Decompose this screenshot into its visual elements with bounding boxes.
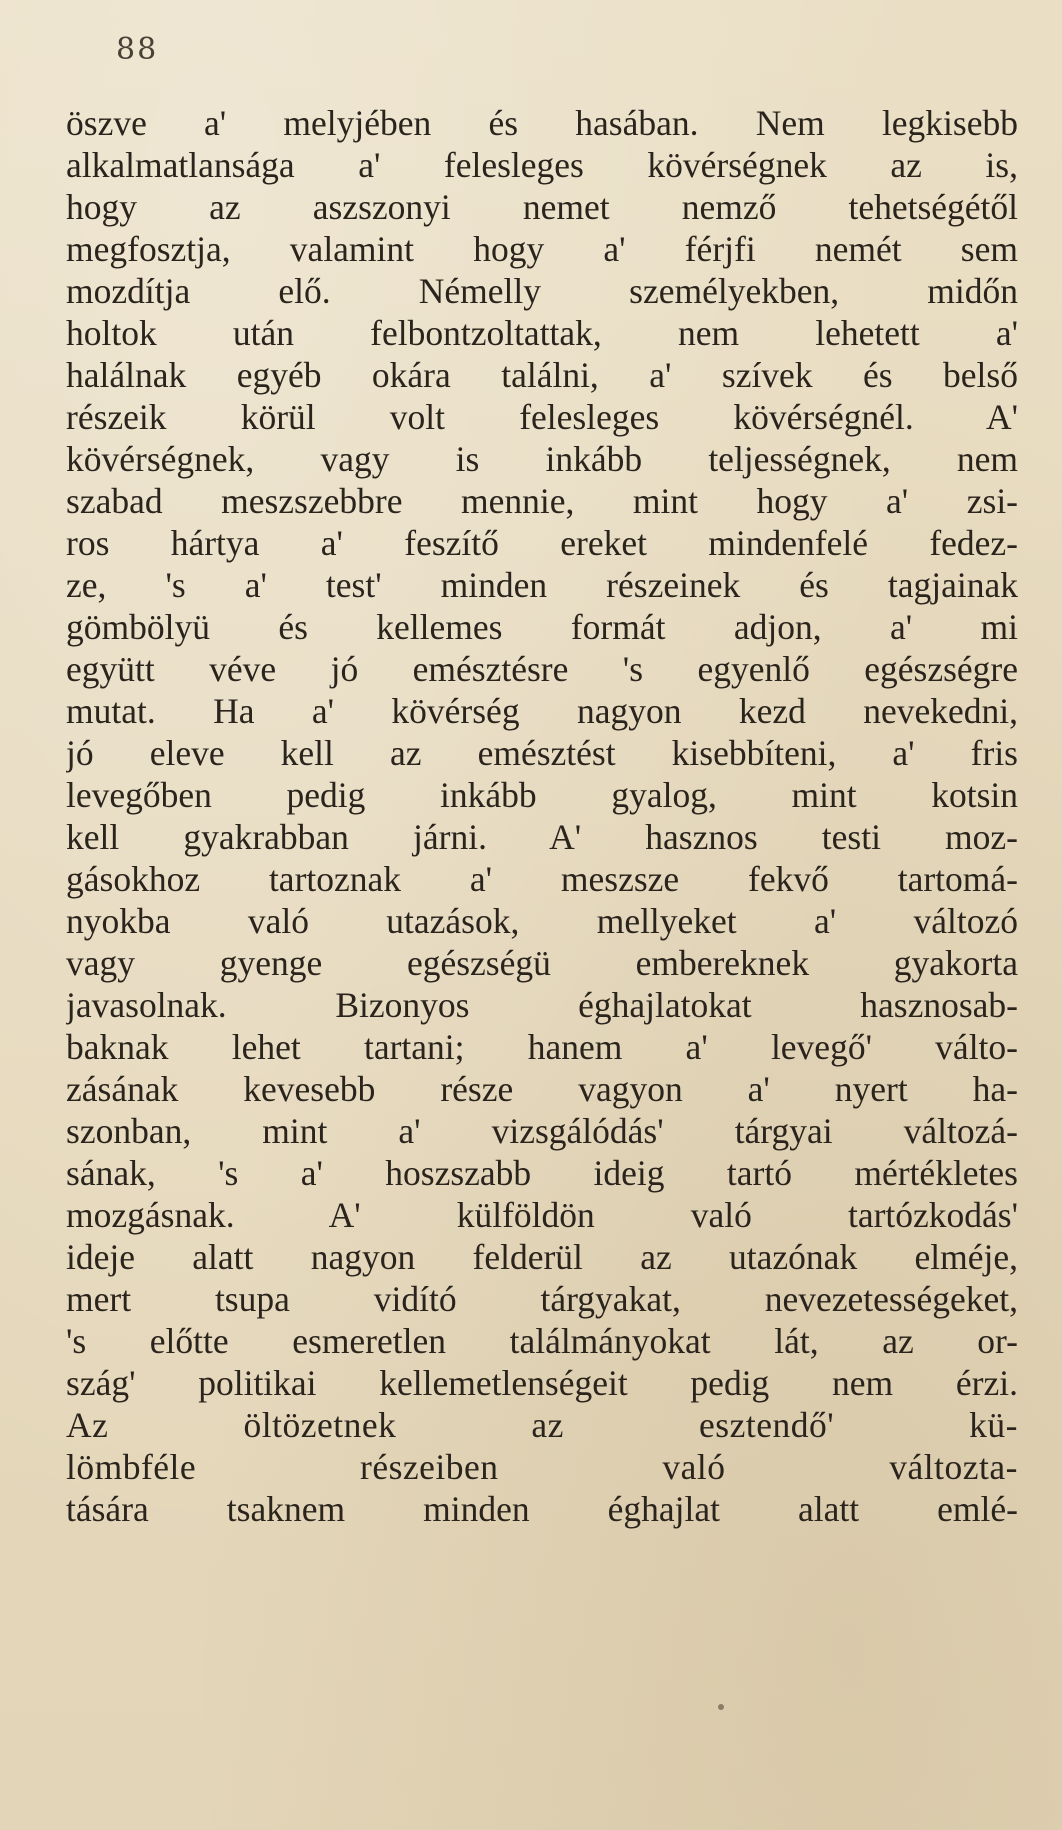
text-line: tására tsaknem minden éghajlat alatt emlé- bbox=[66, 1489, 1018, 1529]
text-line: kövérségnek, vagy is inkább teljességnek, nem bbox=[66, 439, 1018, 479]
body-text bbox=[66, 102, 1018, 1530]
text-line: lömbféle részeiben való változta- bbox=[66, 1447, 1018, 1487]
text-line: sának, 's a' hoszszabb ideig tartó mértékletes bbox=[66, 1153, 1018, 1193]
text-line: gásokhoz tartoznak a' meszsze fekvő tartomá- bbox=[66, 859, 1018, 899]
page-number: 88 bbox=[116, 32, 159, 67]
text-line: mert tsupa vidító tárgyakat, nevezetességeket, bbox=[66, 1279, 1018, 1319]
text-line: halálnak egyéb okára találni, a' szívek és belső bbox=[66, 355, 1018, 395]
text-line: szabad meszszebbre mennie, mint hogy a' zsi- bbox=[66, 481, 1018, 521]
text-line: baknak lehet tartani; hanem a' levegő' válto- bbox=[66, 1027, 1018, 1067]
text-line: megfosztja, valamint hogy a' férjfi nemét sem bbox=[66, 229, 1018, 269]
text-line: részeik körül volt felesleges kövérségnél. A' bbox=[66, 397, 1018, 437]
text-line: együtt véve jó emésztésre 's egyenlő egészségre bbox=[66, 649, 1018, 689]
text-line: levegőben pedig inkább gyalog, mint kotsin bbox=[66, 775, 1018, 815]
text-line: szonban, mint a' vizsgálódás' tárgyai változá- bbox=[66, 1111, 1018, 1151]
text-line: alkalmatlansága a' felesleges kövérségnek az is, bbox=[66, 145, 1018, 185]
text-line: mozdítja elő. Némelly személyekben, midőn bbox=[66, 271, 1018, 311]
text-line: hogy az aszszonyi nemet nemző tehetségétől bbox=[66, 187, 1018, 227]
text-line: öszve a' melyjében és hasában. Nem legkisebb bbox=[66, 103, 1018, 143]
text-line: jó eleve kell az emésztést kisebbíteni, a' fris bbox=[66, 733, 1018, 773]
text-line: vagy gyenge egészségü embereknek gyakorta bbox=[66, 943, 1018, 983]
text-line: gömbölyü és kellemes formát adjon, a' mi bbox=[66, 607, 1018, 647]
text-line: ze, 's a' test' minden részeinek és tagjainak bbox=[66, 565, 1018, 605]
text-line: javasolnak. Bizonyos éghajlatokat hasznosab- bbox=[66, 985, 1018, 1025]
text-line: mutat. Ha a' kövérség nagyon kezd nevekedni, bbox=[66, 691, 1018, 731]
text-line: Az öltözetnek az esztendő' kü- bbox=[66, 1405, 1018, 1445]
text-line: szág' politikai kellemetlenségeit pedig nem érzi. bbox=[66, 1363, 1018, 1403]
text-line: ideje alatt nagyon felderül az utazónak elméje, bbox=[66, 1237, 1018, 1277]
text-line: nyokba való utazások, mellyeket a' változó bbox=[66, 901, 1018, 941]
text-line: kell gyakrabban járni. A' hasznos testi moz- bbox=[66, 817, 1018, 857]
text-line: 's előtte esmeretlen találmányokat lát, az or- bbox=[66, 1321, 1018, 1361]
text-line: ros hártya a' feszítő ereket mindenfelé fedez- bbox=[66, 523, 1018, 563]
ink-speck bbox=[718, 1704, 724, 1710]
text-line: zásának kevesebb része vagyon a' nyert ha- bbox=[66, 1069, 1018, 1109]
text-line: mozgásnak. A' külföldön való tartózkodás' bbox=[66, 1195, 1018, 1235]
text-line: holtok után felbontzoltattak, nem lehetett a' bbox=[66, 313, 1018, 353]
